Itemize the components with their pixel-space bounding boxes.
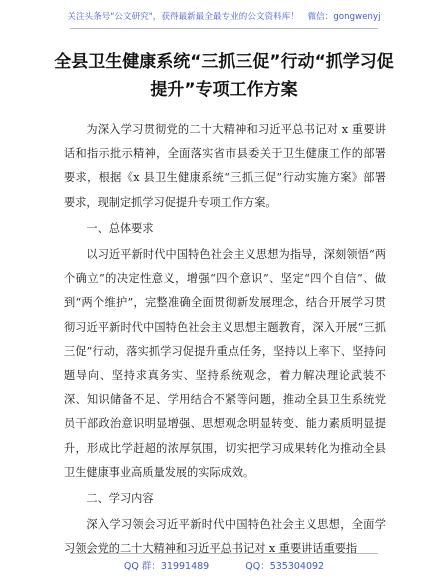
section-heading: 一、总体要求 bbox=[86, 221, 154, 235]
footer-qq: QQ：535304092 bbox=[245, 561, 325, 572]
footer-qq-group: QQ 群：31991489 bbox=[123, 561, 210, 572]
body-paragraph: 以习近平新时代中国特色社会主义思想为指导，深刻领悟“两个确立”的决定性意义，增强“四个意识”、坚定“四个自信”、做到“两个维护”，完整准确全面贯彻新发展理念，结合开展学习贯彻习近平新时代中国特色社会主义思想主题教育，深入开展“三抓三促”行动，落实抓学习促提升重点任务，坚持以上率下、坚持问题导向、坚持求真务实、坚持系统观念，着力解决理论武装不深、知识储备不足、学用结合不紧等问题，推动全县卫生系统党员干部政治意识明显增强、思想观念明显转变、能力素质明显提升，形成比学赶超的浓厚氛围，切实把学习成果转化为推动全县卫生健康事业高质量发展的实际成效。 bbox=[64, 248, 386, 479]
body-paragraph: 为深入学习贯彻党的二十大精神和习近平总书记对 x 重要讲话和指示批示精神，全面落实省市县委关于卫生健康工作的部署要求，根据《x 县卫生健康系统“三抓三促”行动实施方案》部署要求，现制定抓学习促提升专项工作方案。 bbox=[64, 123, 386, 209]
header-divider bbox=[70, 28, 378, 29]
body-paragraph: 深入学习领会习近平新时代中国特色社会主义思想，全面学习领会党的二十大精神和习近平总书记对 x 重要讲话重要指 bbox=[64, 518, 386, 556]
section-heading: 二、学习内容 bbox=[86, 492, 154, 506]
footer-divider bbox=[70, 553, 378, 554]
header-banner: 关注头条号"公文研究"，获得最新最全最专业的公文资料库！ 微信：gongwenyj bbox=[67, 12, 381, 22]
document-title: 全县卫生健康系统“三抓三促”行动“抓学习促提升”专项工作方案 bbox=[54, 52, 394, 100]
footer-contact bbox=[0, 558, 448, 572]
document-body bbox=[64, 118, 386, 562]
